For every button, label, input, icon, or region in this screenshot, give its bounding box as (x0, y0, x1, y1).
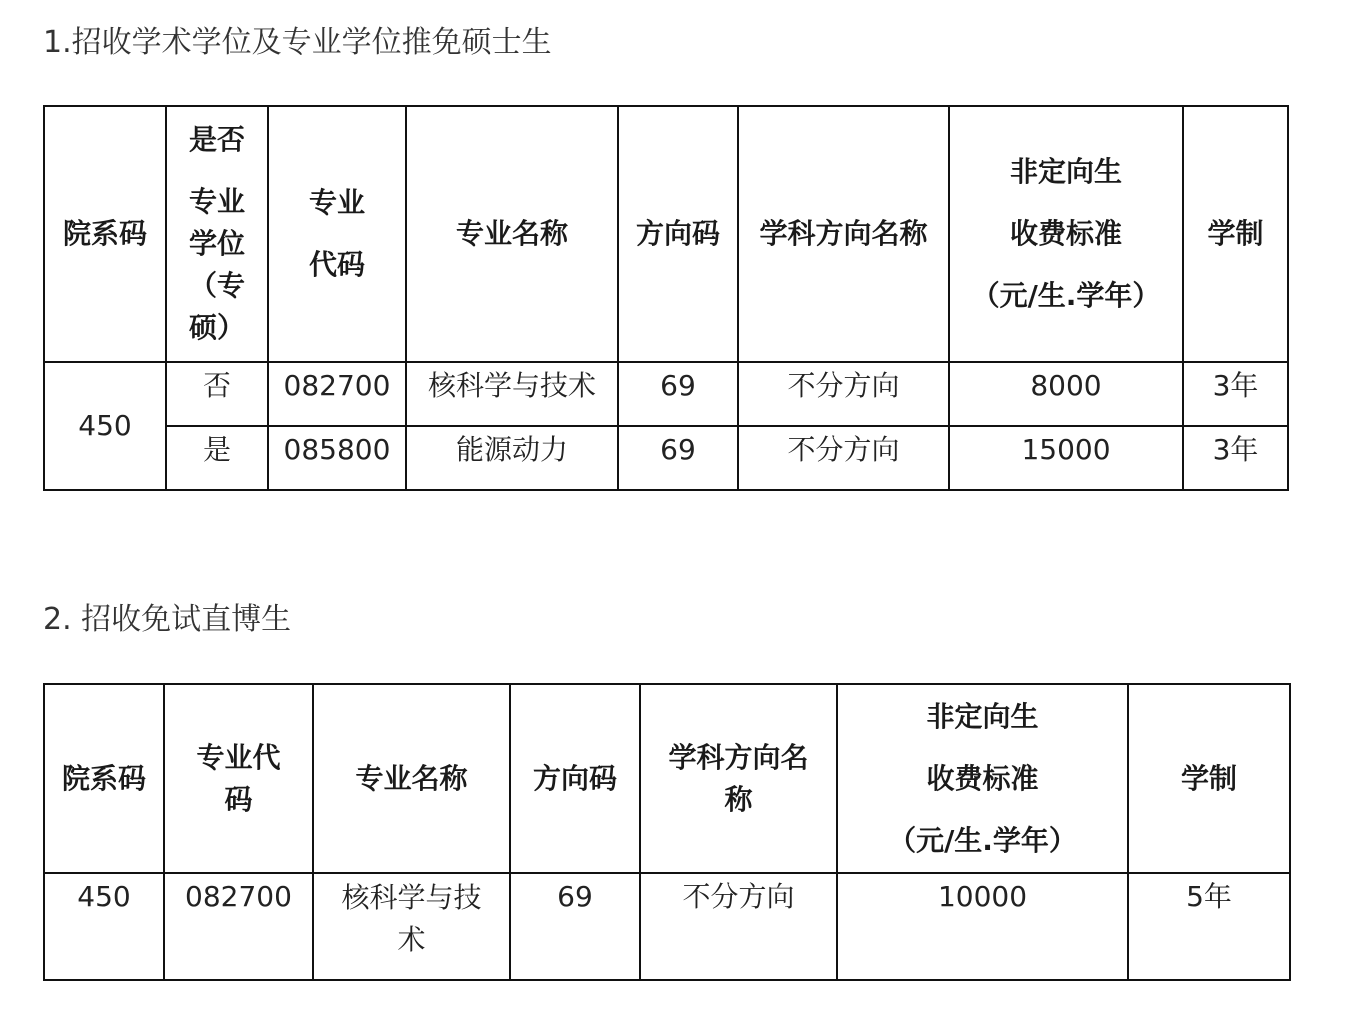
header-is-professional-line: 专业 (188, 185, 245, 218)
header-fee (949, 106, 1183, 362)
header-is-professional (166, 106, 268, 362)
fee-cell: 8000 (949, 362, 1183, 426)
header-fee-line: 非定向生 (926, 699, 1039, 733)
header-is-professional-line: 硕） (188, 311, 245, 344)
fee-cell: 10000 (837, 873, 1128, 980)
header-dept-code: 院系码 (44, 106, 166, 362)
header-duration: 学制 (1128, 684, 1290, 873)
header-is-professional-line: 学位 (188, 227, 245, 260)
dept-code-cell: 450 (44, 362, 166, 490)
header-fee-line: （元/生.学年） (888, 823, 1077, 857)
fee-cell: 15000 (949, 426, 1183, 490)
header-fee-line: 非定向生 (1009, 155, 1122, 188)
table-row (44, 426, 1288, 490)
header-major-code (268, 106, 406, 362)
duration-cell: 3年 (1183, 362, 1288, 426)
section1-title: 1.招收学术学位及专业学位推免硕士生 (43, 25, 552, 60)
header-major-code-line: 专业代 (196, 740, 281, 774)
header-row (44, 684, 1290, 873)
table-row (44, 362, 1288, 426)
header-direction-code: 方向码 (510, 684, 640, 873)
header-is-professional-line: （专 (188, 269, 245, 302)
major-name-cell: 核科学与技术 (406, 362, 618, 426)
direction-name-cell: 不分方向 (640, 873, 837, 980)
major-name-line: 术 (397, 923, 426, 956)
header-row (44, 106, 1288, 362)
header-major-name: 专业名称 (313, 684, 510, 873)
header-duration: 学制 (1183, 106, 1288, 362)
table-row (44, 873, 1290, 980)
major-code-cell: 082700 (164, 873, 313, 980)
dept-code-cell: 450 (44, 873, 164, 980)
header-direction-name (640, 684, 837, 873)
header-major-code-line: 代码 (308, 248, 365, 281)
header-dept-code: 院系码 (44, 684, 164, 873)
header-fee-line: （元/生.学年） (971, 279, 1161, 312)
major-name-cell: 能源动力 (406, 426, 618, 490)
master-program-table (43, 105, 1289, 491)
direct-phd-table (43, 683, 1291, 981)
direction-code-cell: 69 (618, 426, 738, 490)
header-fee-line: 收费标准 (926, 761, 1039, 795)
major-name-line: 核科学与技 (341, 881, 482, 914)
direction-name-cell: 不分方向 (738, 426, 949, 490)
direction-code-cell: 69 (510, 873, 640, 980)
header-direction-name-line: 学科方向名 (668, 740, 809, 774)
is-professional-cell: 否 (166, 362, 268, 426)
header-is-professional-line: 是否 (188, 123, 245, 156)
major-name-cell (313, 873, 510, 980)
direction-name-cell: 不分方向 (738, 362, 949, 426)
header-direction-code: 方向码 (618, 106, 738, 362)
header-direction-name: 学科方向名称 (738, 106, 949, 362)
section2-title: 2. 招收免试直博生 (43, 602, 292, 637)
header-major-name: 专业名称 (406, 106, 618, 362)
header-major-code-line: 码 (224, 782, 253, 816)
spacer (171, 161, 263, 181)
header-fee (837, 684, 1128, 873)
is-professional-cell: 是 (166, 426, 268, 490)
duration-cell: 5年 (1128, 873, 1290, 980)
header-direction-name-line: 称 (724, 782, 753, 816)
direction-code-cell: 69 (618, 362, 738, 426)
major-code-cell: 085800 (268, 426, 406, 490)
major-code-cell: 082700 (268, 362, 406, 426)
header-fee-line: 收费标准 (1009, 217, 1122, 250)
duration-cell: 3年 (1183, 426, 1288, 490)
header-major-code (164, 684, 313, 873)
header-major-code-line: 专业 (308, 186, 365, 219)
